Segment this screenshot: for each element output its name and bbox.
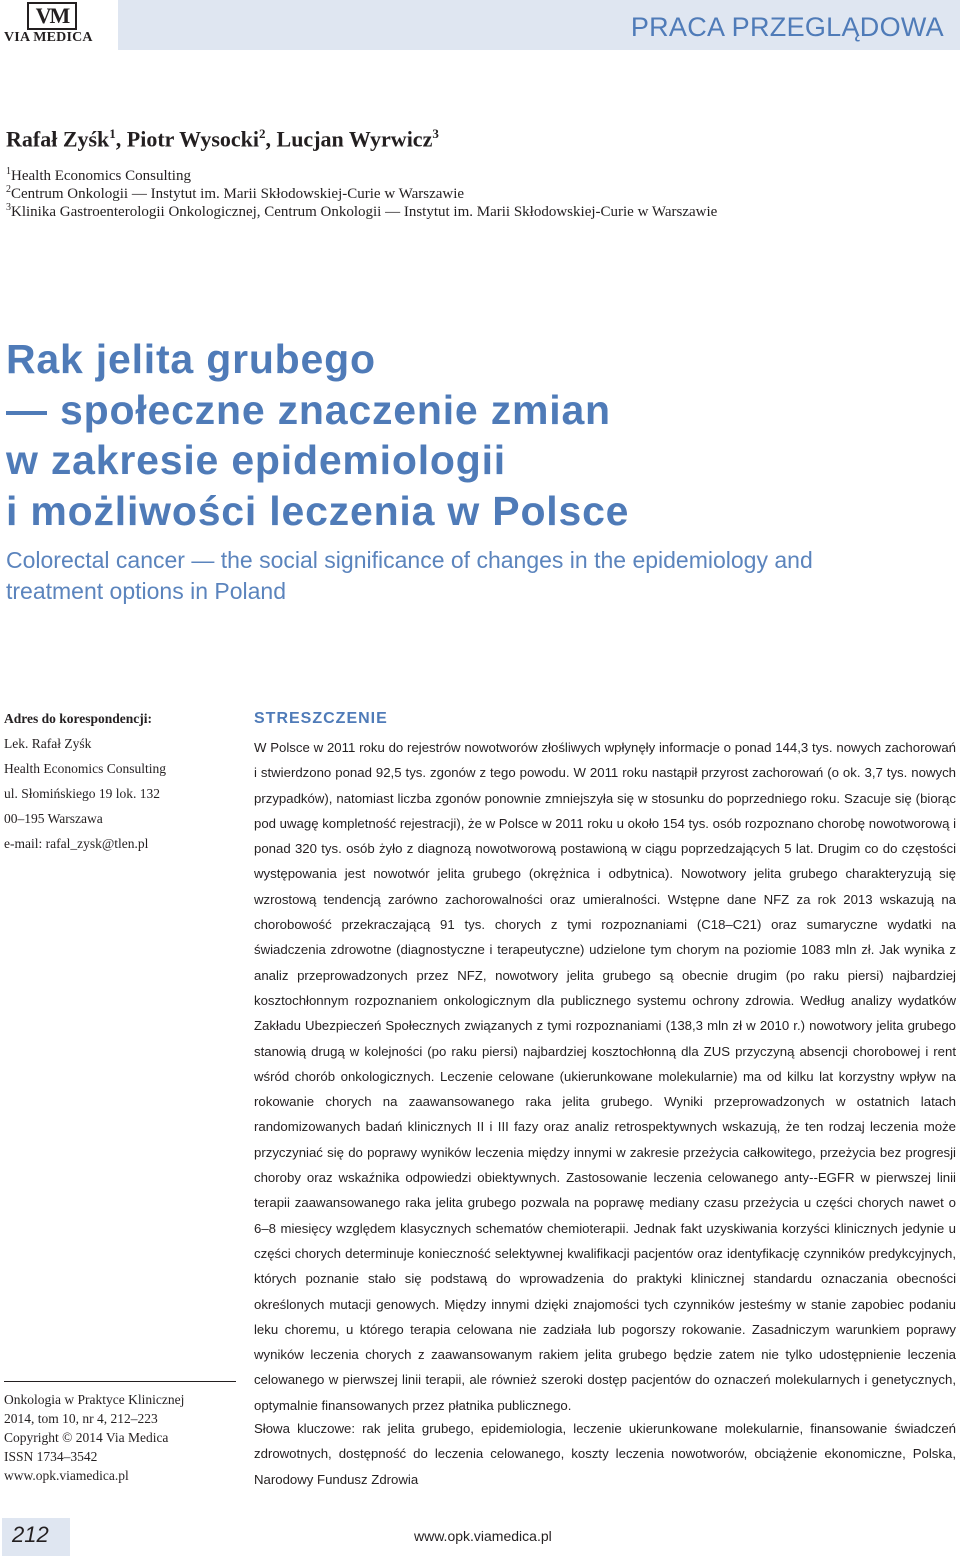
journal-line: 2014, tom 10, nr 4, 212–223 [4, 1411, 158, 1426]
journal-line: Onkologia w Praktyce Klinicznej [4, 1392, 185, 1407]
affiliation-text: Centrum Onkologii — Instytut im. Marii Skłodowskiej-Curie w Warszawie [11, 186, 465, 202]
affiliation-number: 2 [6, 184, 11, 195]
correspondence-line: Lek. Rafał Zyśk [4, 736, 92, 751]
correspondence-label: Adres do korespondencji: [4, 711, 153, 726]
logo-mark: VM [27, 2, 77, 30]
keywords [254, 1416, 956, 1492]
author-name: Lucjan Wyrwicz [276, 126, 433, 152]
title-line: — społeczne znaczenie zmian [6, 386, 611, 433]
abstract-heading: STRESZCZENIE [254, 710, 388, 727]
title-line: w zakresie epidemiologii [6, 437, 506, 483]
author-separator: , [265, 126, 277, 152]
via-medica-logo [4, 2, 106, 48]
journal-line: ISSN 1734–3542 [4, 1449, 98, 1464]
author-affiliation-number: 1 [109, 126, 116, 141]
logo-text: VIA MEDICA [4, 30, 93, 45]
author-name: Piotr Wysocki [126, 126, 260, 152]
section-label: PRACA PRZEGLĄDOWA [630, 12, 944, 42]
keywords-text: : rak jelita grubego, epidemiologia, leczenie ukierunkowane molekularnie, finansowanie świadczeń zdrowotnych, dostępność do leczenia celowanego, koszty leczenia nowotworów, obciążenie ekonomiczne, Polska, Narodowy Fundusz Zdrowia [254, 1421, 956, 1487]
author-name: Rafał Zyśk [6, 126, 110, 152]
correspondence-email: e-mail: rafal_zysk@tlen.pl [4, 836, 149, 851]
divider [4, 1381, 236, 1382]
correspondence-line: Health Economics Consulting [4, 761, 166, 776]
footer-url: www.opk.viamedica.pl [414, 1528, 552, 1544]
affiliation-number: 1 [6, 166, 11, 177]
affiliation [6, 199, 717, 221]
author-affiliation-number: 2 [259, 126, 266, 141]
affiliation-text: Klinika Gastroenterologii Onkologicznej, Centrum Onkologii — Instytut im. Marii Skłodowskiej-Curie w Warszawie [11, 204, 718, 220]
author-affiliation-number: 3 [432, 126, 439, 141]
article-title [6, 334, 946, 536]
affiliation-text: Health Economics Consulting [11, 168, 191, 184]
author-separator: , [115, 126, 127, 152]
abstract-text: W Polsce w 2011 roku do rejestrów nowotworów złośliwych wpłynęły informacje o ponad 144,3 tys. nowych zachorowań i stwierdzono ponad 92,5 tys. zgonów z tego powodu. W 2011 roku nastąpił przyrost zachorowań (o ok. 3,7 tys. nowych przypadków), natomiast liczba zgonów ponownie zmniejszyła się w stosunku do poprzedniego roku. Szacuje się (biorąc pod uwagę kompletność rejestracji), że w Polsce w 2011 roku u około 154 tys. osób rozpoznano chorobę nowotworową i ponad 320 tys. osób żyło z diagnozą nowotworową postawioną w ciągu poprzedzających 5 lat. Drugim co do częstości występowania jest nowotwór jelita grubego (okrężnica i odbytnica). Nowotwory jelita grubego charakteryzują się wzrostową tendencją zarówno zachorowalności oraz umieralności. Wstępne dane NFZ za rok 2013 wskazują na chorobowość przekraczającą 91 tys. chorych z tymi rozpoznaniami (C18–C21) oraz sumaryczne wydatki na świadczenia zdrowotne (diagnostyczne i terapeutyczne) udzielone tym chorym na poziomie 1083 mln zł. Jak wynika z analiz przeprowadzonych przez NFZ, nowotwory jelita grubego są obecnie drugim (po raku piersi) najbardziej kosztochłonnym rozpoznaniem onkologicznym dla publicznego systemu ochrony zdrowia. Według analizy wydatków Zakładu Ubezpieczeń Społecznych związanych z tymi rozpoznaniami (138,3 mln zł w 2010 r.) nowotwory jelita grubego stanowią drugą w kolejności (po raku piersi) najbardziej kosztochłonną dla ZUS przyczyną absencji chorobowej i rent wśród chorób onkologicznych. Leczenie celowane (ukierunkowane molekularnie) ma od kilku lat korzystny wpływ na rokowanie chorych na zaawansowanego raka jelita grubego. Wyniki przeprowadzonych w ostatnich latach randomizowanych badań klinicznych II i III fazy oraz analiz retrospektywnych wskazują, że ten rodzaj leczenia może przyczyniać się do poprawy wyników leczenia między innymi w zakresie przeżycia całkowitego, przeżycia bez progresji choroby oraz wskaźnika odpowiedzi obiektywnych. Zastosowanie leczenia celowanego anty--EGFR w pierwszej linii terapii zaawansowanego raka jelita grubego pozwala na poprawę mediany czasu przeżycia u części chorych nawet o 6–8 miesięcy względem klasycznych schematów chemioterapii. Jednak fakt uzyskiwania korzyści klinicznych jedynie u części chorych determinuje konieczność selektywnej kwalifikacji pacjentów oraz identyfikację czynników predykcyjnych, których poznanie stało się podstawą do wprowadzenia do praktyki klinicznej standardu oznaczania obecności określonych mutacji genowych. Między innymi dzięki znajomości tych czynników jesteśmy w stanie zapobiec podaniu leku choremu, u którego terapia celowana nie zadziała lub pogorszy rokowanie. Zasadniczym warunkiem poprawy wyników leczenia chorych z zaawansowanym rakiem jelita grubego będzie zatem nie tylko udostępnienie leczenia celowanego w pierwszej linii terapii, ale również szeroki dostęp pacjentów do oznaczeń molekularnych i genetycznych, optymalnie finansowanych przez płatnika publicznego. [254, 740, 957, 1413]
correspondence-line: 00–195 Warszawa [4, 811, 103, 826]
author-list [6, 126, 439, 152]
title-line: i możliwości leczenia w Polsce [6, 487, 630, 534]
journal-line: Copyright © 2014 Via Medica [4, 1430, 169, 1445]
page-number: 212 [12, 1522, 49, 1547]
keywords-label: Słowa kluczowe [254, 1421, 352, 1436]
title-line: Rak jelita grubego [6, 336, 376, 382]
correspondence-line: ul. Słomińskiego 19 lok. 132 [4, 786, 161, 801]
english-title: Colorectal cancer — the social significance of changes in the epidemiology and treatment options in Poland [6, 547, 813, 604]
journal-line: www.opk.viamedica.pl [4, 1468, 129, 1483]
journal-info [4, 1390, 236, 1485]
correspondence-block [4, 706, 234, 856]
affiliation-number: 3 [6, 202, 11, 213]
